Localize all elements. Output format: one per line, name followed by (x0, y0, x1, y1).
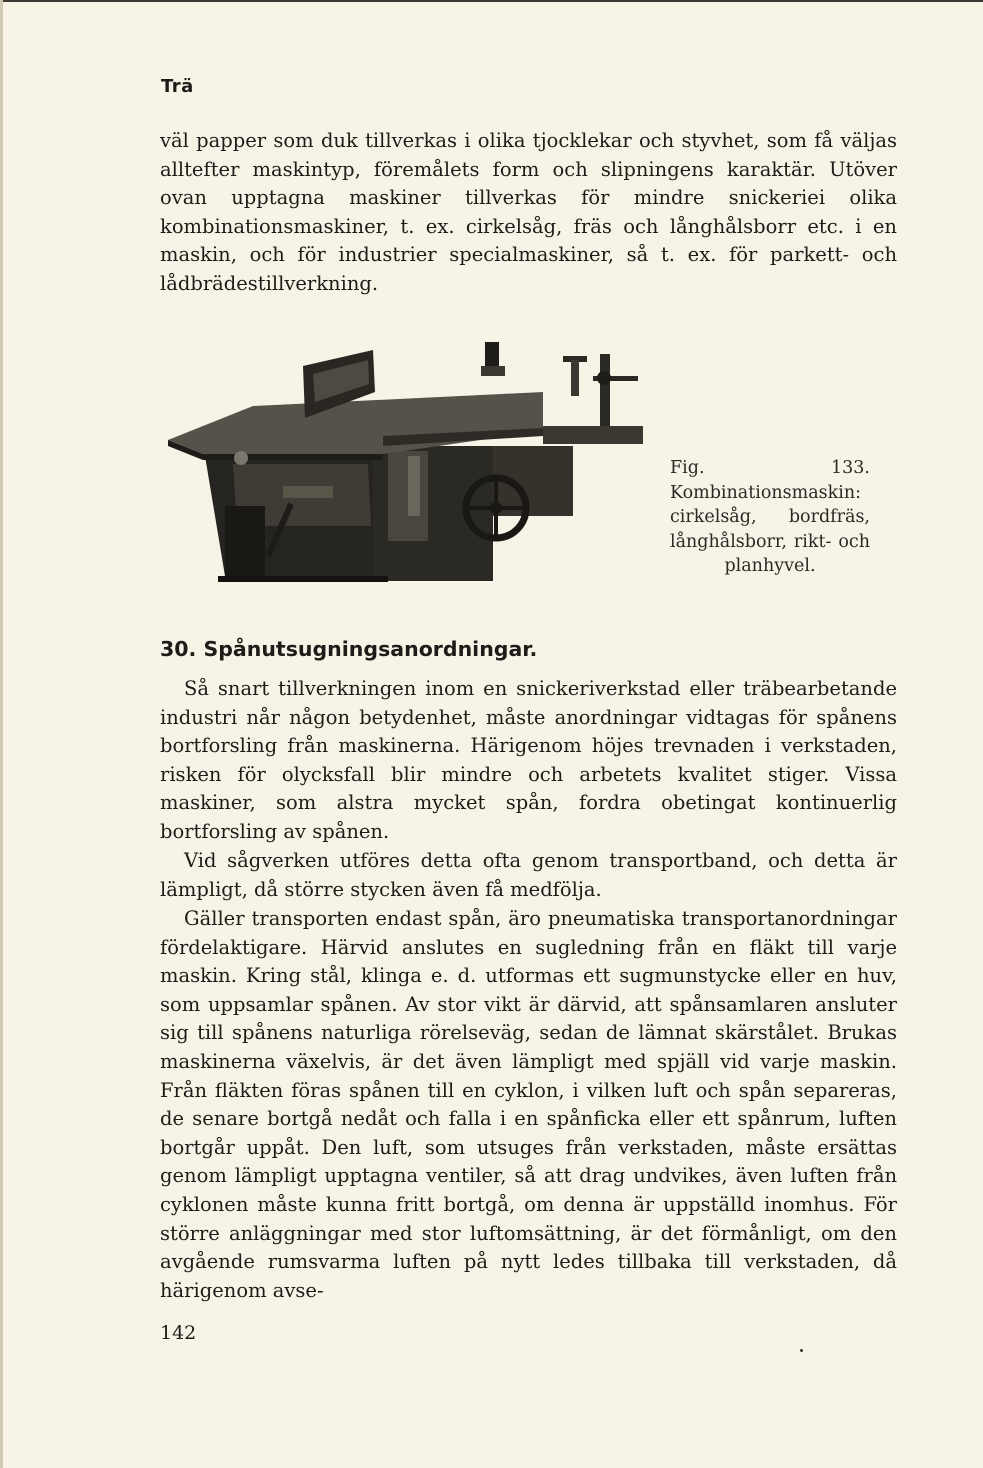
machine-illustration (163, 336, 653, 586)
section-paragraph-3: Gäller transporten endast spån, äro pneumatiska transportanordningar fördelaktigare. Härvid anslutes en sugledning från en fläkt till varje maskin. Kring stål, klinga e. d. utformas ett sugmunstycke eller en huv, som uppsamlar spånen. Av stor vikt är därvid, att spånsamlaren ansluter sig till spånens naturliga rörelseväg, sedan de lämnat skärstålet. Brukas maskinerna växelvis, är det även lämpligt med spjäll vid varje maskin. Från fläkten föras spånen till en cyklon, i vilken luft och spån separeras, de senare bortgå nedåt och falla i en spånficka eller ett spånrum, luften bortgår uppåt. Den luft, som utsuges från verkstaden, måste ersättas genom lämpligt upptagna ventiler, så att drag undvikes, även luften från cyklonen måste kunna fritt bortgå, om denna är uppställd inomhus. För större anläggningar med stor luftomsättning, är det förmånligt, om den avgående rumsvarma luften på nytt ledes tillbaka till verkstaden, då härigenom avse- (160, 907, 897, 1302)
body-paragraph-1: väl papper som duk tillverkas i olika tjocklekar och styvhet, som få väljas alltefter maskintyp, föremålets form och slipningens karaktär. Utöver ovan upptagna maskiner tillverkas för mindre snickeriei olika kombinationsmaskiner, t. ex. cirkelsåg, fräs och långhålsborr etc. i en maskin, och för industrier specialmaskiner, så t. ex. för parkett- och lådbrädestillverkning. (160, 129, 897, 295)
section-title: 30. Spånutsugningsanordningar. (160, 637, 538, 661)
section-paragraph-1: Så snart tillverkningen inom en snickeriverkstad eller träbearbetande industri når någon betydenhet, måste anordningar vidtagas för spånens bortforsling från maskinerna. Härigenom höjes trevnaden i verkstaden, risken för olycksfall blir mindre och arbetets kvalitet stiger. Vissa maskiner, som alstra mycket spån, fordra obetingat kontinuerlig bortforsling av spånen. (160, 677, 897, 843)
page-edge (0, 0, 3, 1468)
top-rule (0, 0, 983, 2)
figure-caption: Fig. 133. Kombinationsmaskin: cirkelsåg, bordfräs, långhålsborr, rikt- och planhyvel. (670, 458, 870, 577)
running-head: Trä (161, 76, 194, 97)
page-number: 142 (160, 1322, 197, 1344)
machine-drawing (163, 336, 653, 586)
ink-speck (800, 1349, 803, 1352)
machine-table (168, 392, 543, 454)
section-paragraph-2: Vid sågverken utföres detta ofta genom transportband, och detta är lämpligt, då större stycken även få medfölja. (160, 849, 897, 901)
